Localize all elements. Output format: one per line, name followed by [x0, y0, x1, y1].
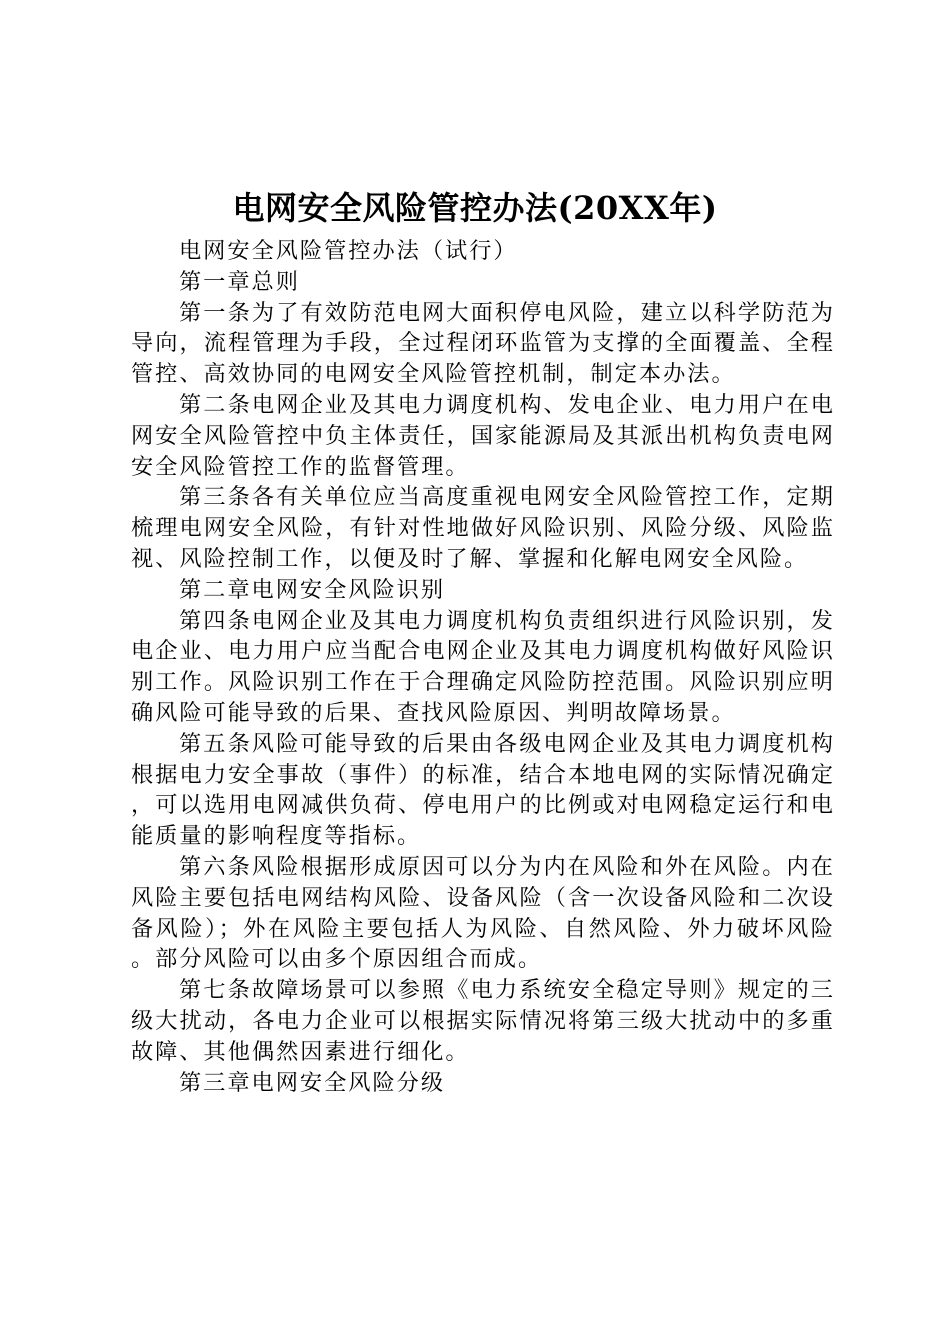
article-paragraph: 第一条为了有效防范电网大面积停电风险，建立以科学防范为导向，流程管理为手段，全过程闭环监管为支撑的全面覆盖、全程管控、高效协同的电网安全风险管控机制，制定本办法。	[131, 299, 835, 388]
article-paragraph: 第二条电网企业及其电力调度机构、发电企业、电力用户在电网安全风险管控中负主体责任，国家能源局及其派出机构负责电网安全风险管控工作的监督管理。	[131, 391, 835, 480]
document-title: 电网安全风险管控办法(20XX年)	[232, 189, 718, 227]
chapter-heading: 第二章电网安全风险识别	[179, 576, 446, 603]
article-paragraph: 第六条风险根据形成原因可以分为内在风险和外在风险。内在风险主要包括电网结构风险、设备风险（含一次设备风险和二次设备风险）；外在风险主要包括人为风险、自然风险、外力破坏风险。部分风险可以由多个原因组合而成。	[131, 853, 835, 973]
chapter-heading: 第三章电网安全风险分级	[179, 1069, 446, 1096]
article-paragraph: 第三条各有关单位应当高度重视电网安全风险管控工作，定期梳理电网安全风险，有针对性地做好风险识别、风险分级、风险监视、风险控制工作，以便及时了解、掌握和化解电网安全风险。	[131, 484, 835, 572]
article-paragraph: 第七条故障场景可以参照《电力系统安全稳定导则》规定的三级大扰动，各电力企业可以根据实际情况将第三级大扰动中的多重故障、其他偶然因素进行细化。	[131, 977, 835, 1065]
subtitle-paragraph: 电网安全风险管控办法（试行）	[179, 238, 518, 264]
article-paragraph: 第四条电网企业及其电力调度机构负责组织进行风险识别，发电企业、电力用户应当配合电网企业及其电力调度机构做好风险识别工作。风险识别工作在于合理确定风险防控范围。风险识别应明确风险可能导致的后果、查找风险原因、判明故障场景。	[131, 607, 835, 726]
article-paragraph: 第五条风险可能导致的后果由各级电网企业及其电力调度机构根据电力安全事故（事件）的标准，结合本地电网的实际情况确定，可以选用电网减供负荷、停电用户的比例或对电网稳定运行和电能质量的影响程度等指标。	[131, 730, 835, 850]
document-body	[131, 236, 835, 1098]
chapter-heading: 第一章总则	[179, 268, 300, 295]
